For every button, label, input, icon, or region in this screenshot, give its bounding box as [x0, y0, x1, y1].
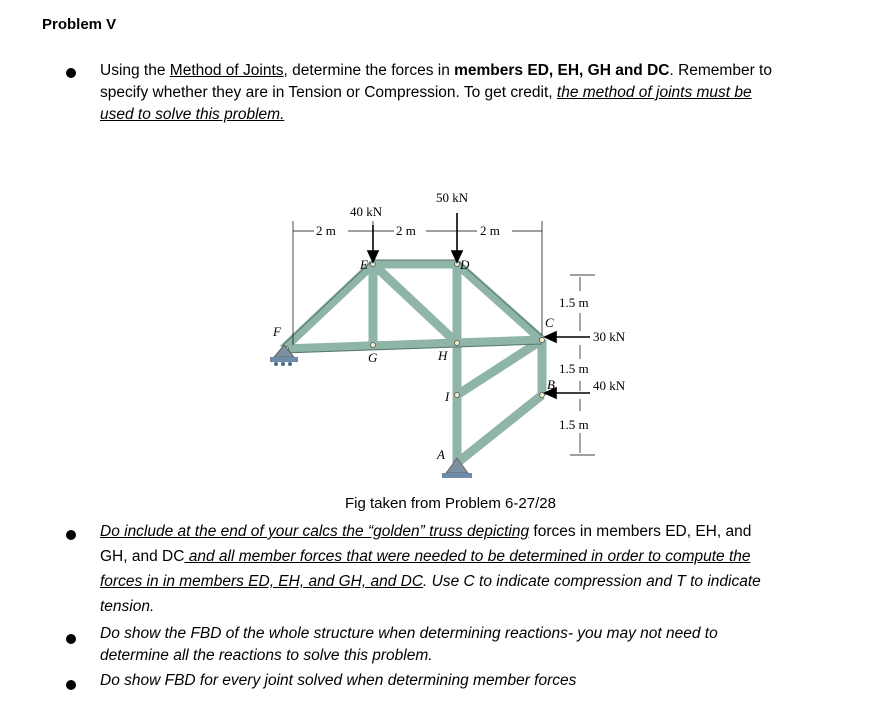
member-eh	[373, 264, 457, 343]
instruction-2-text-g: tension.	[100, 598, 155, 615]
dim-ed: 2 m	[396, 223, 416, 238]
load-b-label: 40 kN	[593, 378, 626, 393]
member-dc	[457, 264, 542, 340]
instruction-4: Do show FBD for every joint solved when determining member forces	[100, 672, 577, 689]
member-fgh-c	[283, 340, 542, 349]
dim-fe: 2 m	[316, 223, 336, 238]
joint-b: B	[547, 377, 555, 392]
instruction-3-line1: Do show the FBD of the whole structure when determining reactions- you may not need to	[100, 625, 718, 642]
joint-a: A	[437, 447, 445, 462]
member-ci	[457, 340, 542, 395]
load-d-label: 50 kN	[436, 190, 469, 205]
figure-caption: Fig taken from Problem 6-27/28	[345, 495, 556, 512]
instruction-3-line2: determine all the reactions to solve this problem.	[100, 647, 433, 664]
joint-d: D	[460, 257, 470, 272]
credit-requirement: the method of joints must be	[556, 84, 752, 101]
bullet-1	[66, 68, 76, 78]
instruction-2-text-d: and all member forces that were needed to be determined in order to compute the	[184, 548, 751, 565]
instruction-1-text-a: Using the	[100, 62, 170, 79]
instruction-1-line2: specify whether they are in Tension or Compression. To get credit,	[100, 84, 557, 101]
joint-i: I	[445, 389, 450, 404]
instruction-2-text-b: forces in members ED, EH, and	[529, 523, 752, 540]
instruction-2	[100, 519, 761, 619]
instruction-2-text-e: forces in in members ED, EH, and GH, and DC	[100, 573, 424, 590]
joint-h: H	[438, 348, 448, 363]
truss-figure	[260, 185, 660, 485]
load-e-label: 40 kN	[350, 204, 383, 219]
credit-requirement-cont: used to solve this problem.	[100, 106, 285, 123]
instruction-1-text-c: . Remember to	[669, 62, 772, 79]
member-ba	[457, 395, 542, 463]
loads	[368, 213, 590, 398]
bullet-4	[66, 680, 76, 690]
instruction-2-text-c: GH, and DC	[100, 548, 185, 565]
joint-g: G	[368, 350, 378, 365]
joint-pins	[284, 262, 545, 398]
dim-cb-vert: 1.5 m	[559, 361, 589, 376]
dim-dc: 2 m	[480, 223, 500, 238]
golden-truss-text: Do include at the end of your calcs the “golden” truss depicting	[100, 523, 530, 540]
instruction-1	[100, 60, 772, 126]
bullet-3	[66, 634, 76, 644]
members-list: members ED, EH, GH and DC	[454, 62, 670, 79]
problem-title: Problem V	[42, 16, 117, 33]
load-c-label: 30 kN	[593, 329, 626, 344]
truss-members	[283, 264, 542, 465]
bullet-2	[66, 530, 76, 540]
instruction-3	[100, 623, 718, 667]
joint-f: F	[273, 324, 281, 339]
method-of-joints-link: Method of Joints	[169, 62, 284, 79]
instruction-2-text-f: . Use C to indicate compression and T to indicate	[423, 573, 761, 590]
member-fe	[283, 264, 373, 349]
dim-dc-vert: 1.5 m	[559, 295, 589, 310]
joint-e: E	[360, 257, 368, 272]
joint-c: C	[545, 315, 554, 330]
dim-ba-vert: 1.5 m	[559, 417, 589, 432]
pin-support-a	[442, 458, 472, 478]
instruction-1-text-b: , determine the forces in	[283, 62, 455, 79]
